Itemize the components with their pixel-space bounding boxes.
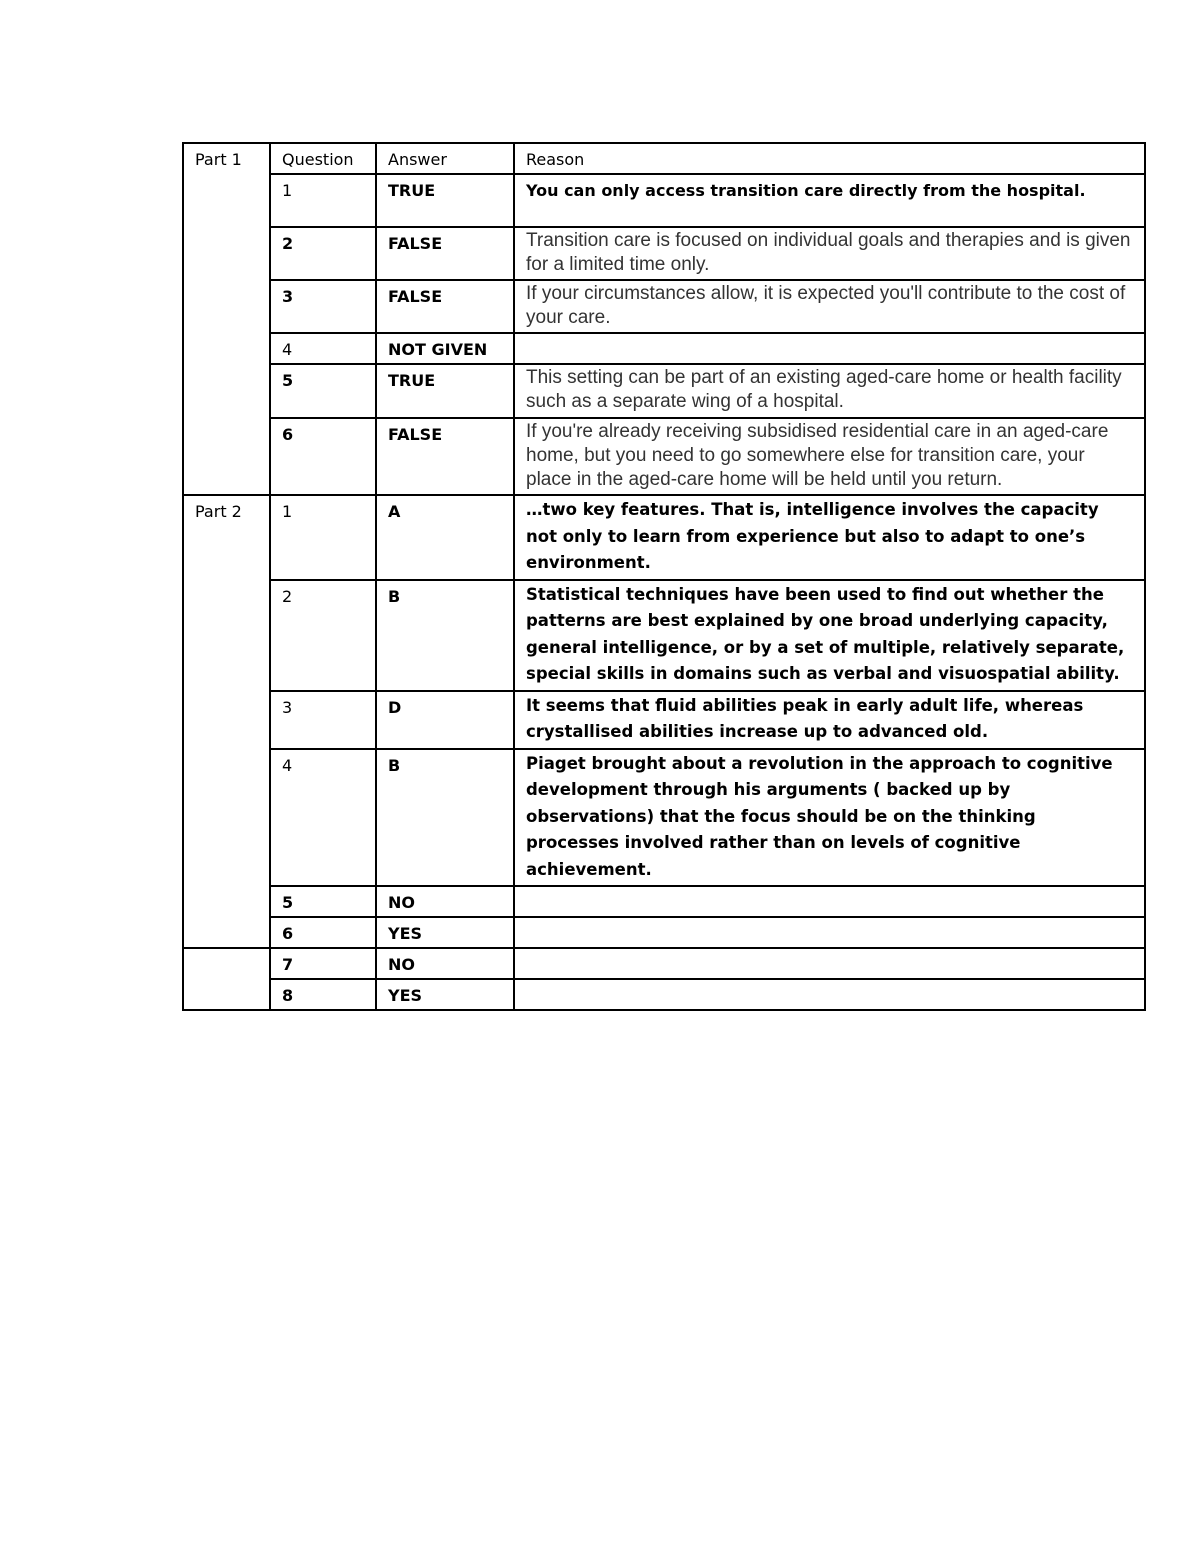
question-number: 5 — [270, 364, 376, 418]
question-number: 4 — [270, 333, 376, 364]
question-number: 6 — [270, 418, 376, 495]
question-number: 2 — [270, 580, 376, 691]
reason-text — [514, 948, 1145, 979]
table-row — [183, 364, 1145, 418]
answer-key-table — [182, 142, 1146, 1011]
part-2-label: Part 2 — [183, 495, 270, 948]
reason-text — [514, 886, 1145, 917]
table-header-row — [183, 143, 1145, 174]
answer-value: TRUE — [376, 364, 514, 418]
reason-text: This setting can be part of an existing aged-care home or health facility such as a separate wing of a hospital. — [514, 364, 1145, 418]
part-1-label: Part 1 — [183, 143, 270, 495]
answer-value: NOT GIVEN — [376, 333, 514, 364]
empty-part-cell — [183, 948, 270, 1010]
reason-text: Transition care is focused on individual goals and therapies and is given for a limited time only. — [514, 227, 1145, 280]
answer-value: B — [376, 580, 514, 691]
question-number: 3 — [270, 691, 376, 749]
reason-text — [514, 917, 1145, 948]
header-answer: Answer — [376, 143, 514, 174]
reason-text: You can only access transition care directly from the hospital. — [514, 174, 1145, 227]
question-number: 6 — [270, 917, 376, 948]
reason-text: …two key features. That is, intelligence involves the capacity not only to learn from experience but also to adapt to one’s environment. — [514, 495, 1145, 580]
table-row — [183, 749, 1145, 887]
table-row — [183, 886, 1145, 917]
question-number: 1 — [270, 495, 376, 580]
table-row — [183, 979, 1145, 1010]
header-reason: Reason — [514, 143, 1145, 174]
table-row — [183, 948, 1145, 979]
question-number: 1 — [270, 174, 376, 227]
table-row — [183, 691, 1145, 749]
reason-text — [514, 333, 1145, 364]
reason-text: If your circumstances allow, it is expected you'll contribute to the cost of your care. — [514, 280, 1145, 333]
table-row — [183, 917, 1145, 948]
question-number: 8 — [270, 979, 376, 1010]
answer-value: FALSE — [376, 418, 514, 495]
table-row — [183, 227, 1145, 280]
answer-value: D — [376, 691, 514, 749]
reason-text: It seems that fluid abilities peak in early adult life, whereas crystallised abilities increase up to advanced old. — [514, 691, 1145, 749]
reason-text: Statistical techniques have been used to find out whether the patterns are best explained by one broad underlying capacity, general intelligence, or by a set of multiple, relatively separate, special skills in domains such as verbal and visuospatial ability. — [514, 580, 1145, 691]
question-number: 2 — [270, 227, 376, 280]
header-question: Question — [270, 143, 376, 174]
question-number: 7 — [270, 948, 376, 979]
answer-value: NO — [376, 948, 514, 979]
answer-value: TRUE — [376, 174, 514, 227]
reason-text: If you're already receiving subsidised residential care in an aged-care home, but you need to go somewhere else for transition care, your place in the aged-care home will be held until you return. — [514, 418, 1145, 495]
answer-value: A — [376, 495, 514, 580]
answer-value: NO — [376, 886, 514, 917]
table-row — [183, 580, 1145, 691]
answer-value: FALSE — [376, 280, 514, 333]
reason-text — [514, 979, 1145, 1010]
answer-value: FALSE — [376, 227, 514, 280]
table-row — [183, 333, 1145, 364]
question-number: 4 — [270, 749, 376, 887]
answer-value: YES — [376, 979, 514, 1010]
answer-value: YES — [376, 917, 514, 948]
question-number: 5 — [270, 886, 376, 917]
answer-value: B — [376, 749, 514, 887]
question-number: 3 — [270, 280, 376, 333]
table-row — [183, 418, 1145, 495]
table-row — [183, 174, 1145, 227]
reason-text: Piaget brought about a revolution in the approach to cognitive development through his arguments ( backed up by observations) that the focus should be on the thinking processes involved rather than on levels of cognitive achievement. — [514, 749, 1145, 887]
table-row — [183, 495, 1145, 580]
table-row — [183, 280, 1145, 333]
